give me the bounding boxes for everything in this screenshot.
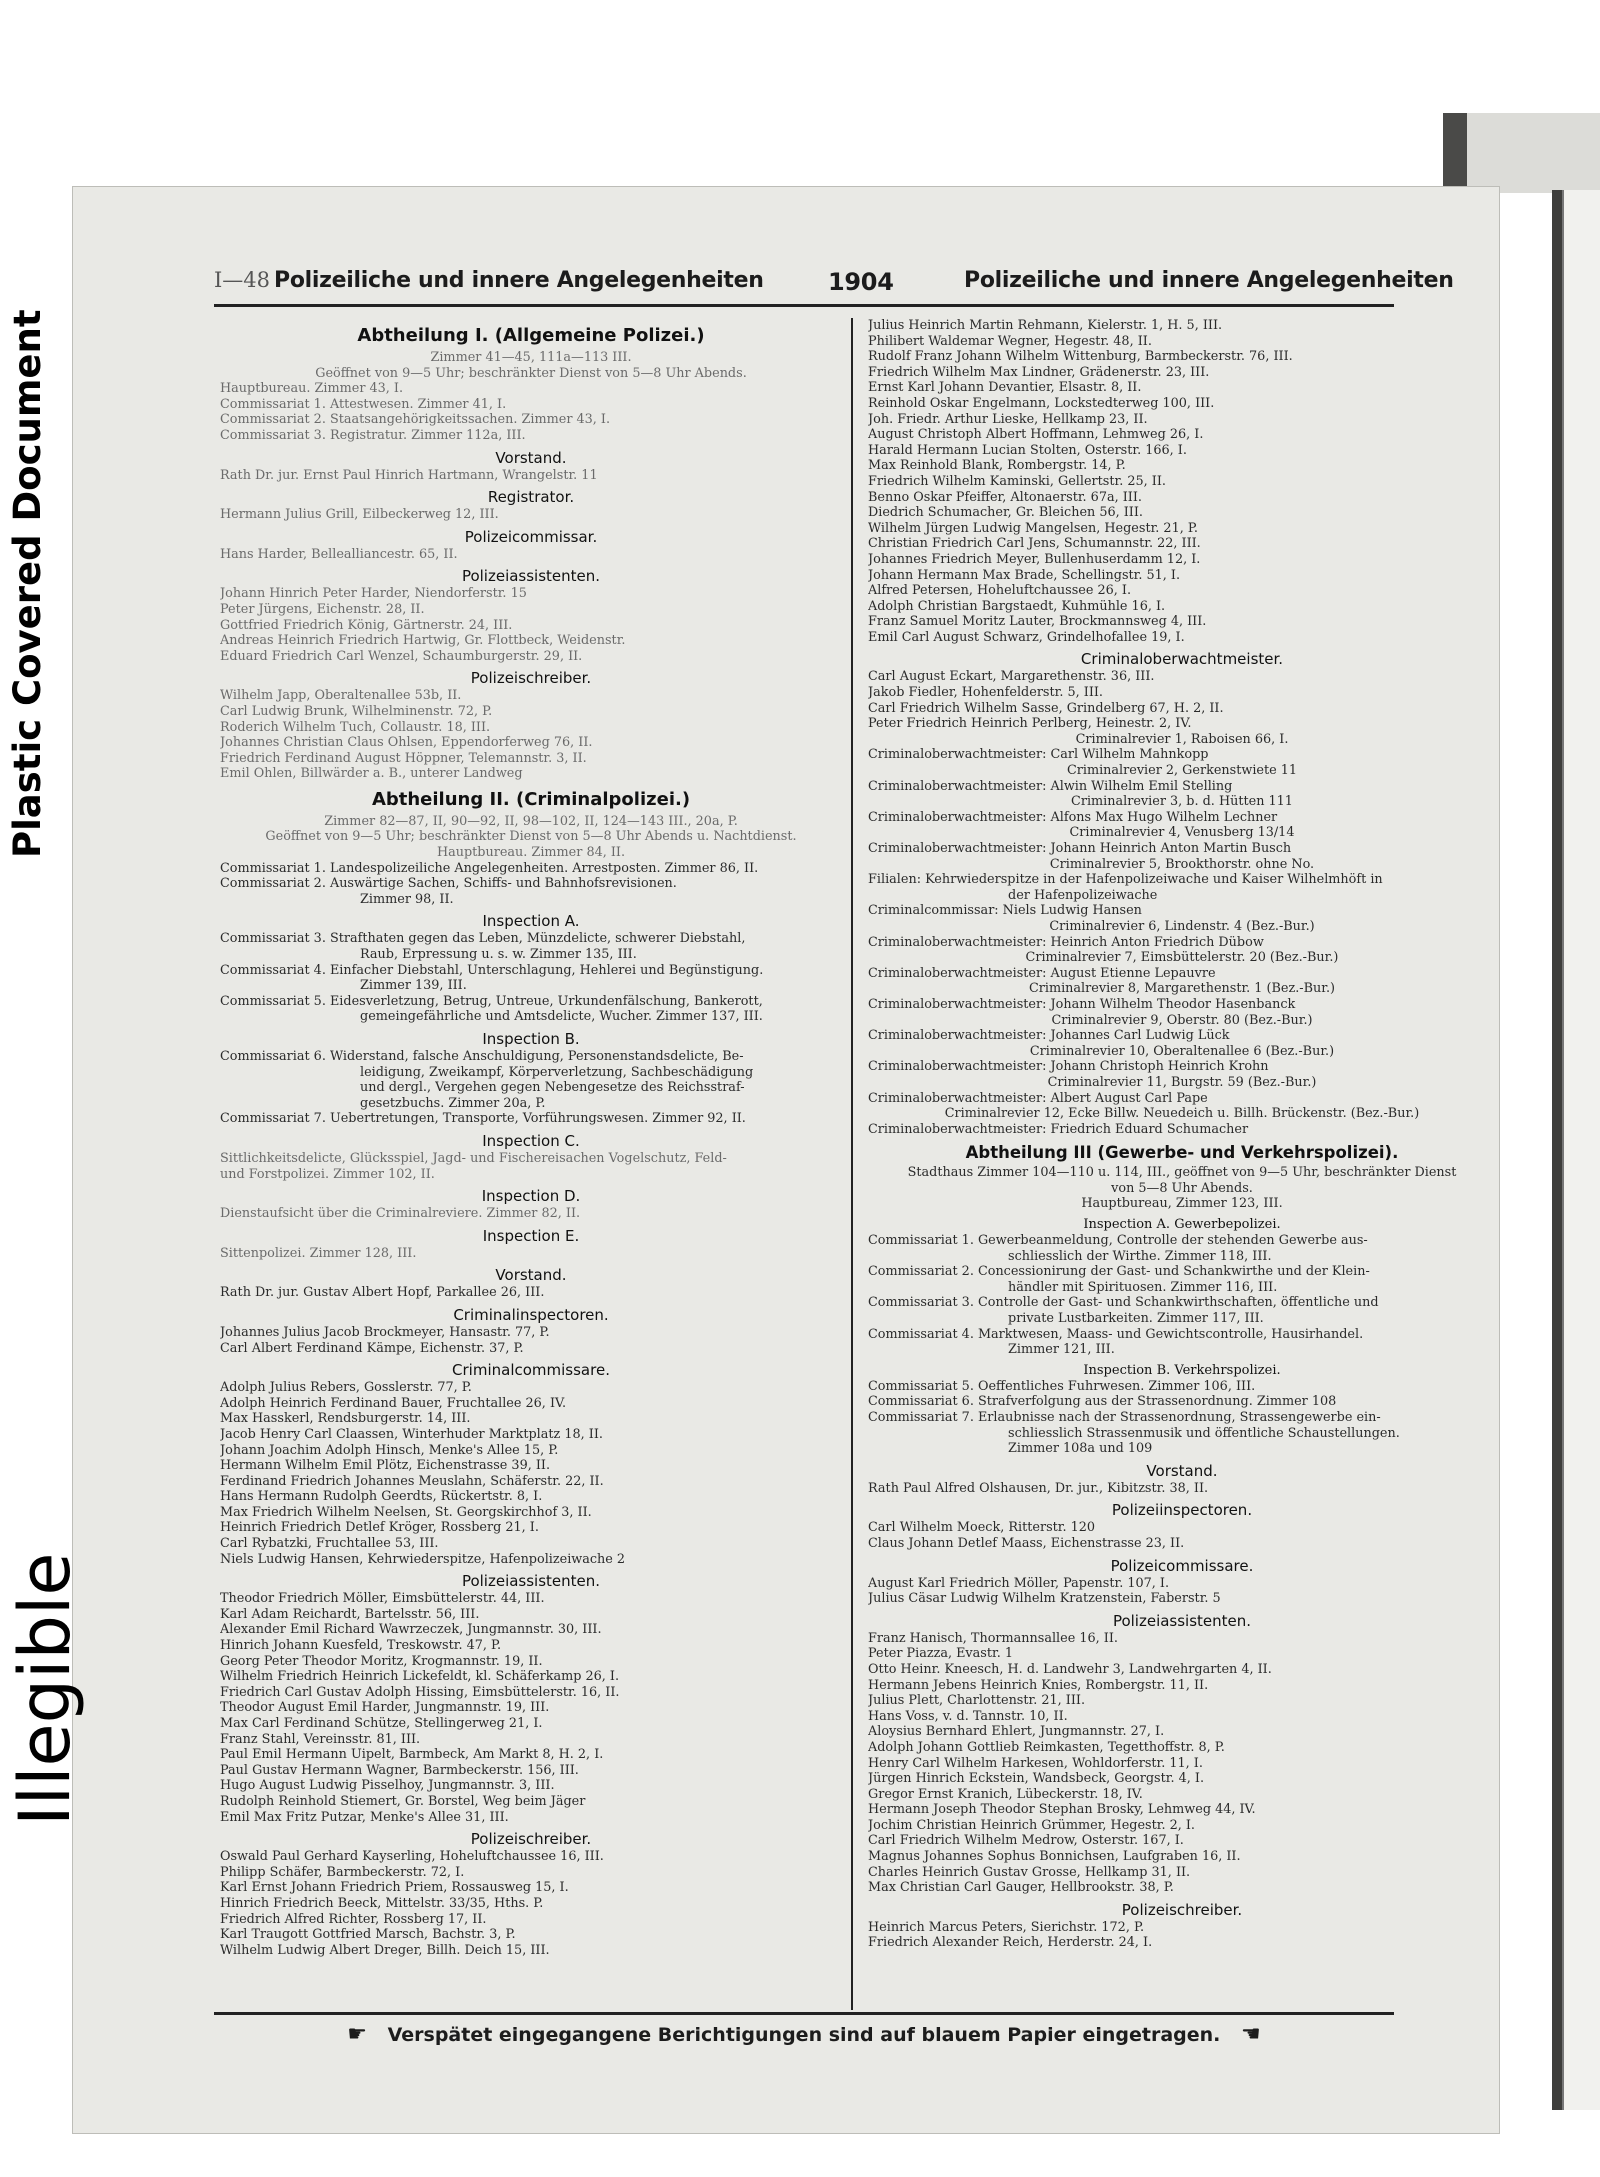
directory-entry: Alexander Emil Richard Wawrzeczek, Jungmannstr. 30, III. [220,1622,602,1638]
section-heading: Criminalcommissare. [452,1361,610,1380]
directory-entry: Carl Wilhelm Moeck, Ritterstr. 120 [868,1520,1096,1536]
directory-entry: Commissariat 1. Gewerbeanmeldung, Controlle der stehenden Gewerbe aus- [868,1233,1368,1249]
directory-entry: Magnus Johannes Sophus Bonnichsen, Laufgraben 16, II. [868,1849,1241,1865]
directory-entry: Johann Hinrich Peter Harder, Niendorferstr. 15 [220,586,527,602]
section-heading: Polizeiassistenten. [1112,1611,1252,1630]
section-heading: Polizeiassistenten. [461,1572,601,1591]
directory-entry: schliesslich Strassenmusik und öffentliche Schaustellungen. [1008,1425,1400,1441]
directory-entry: Julius Heinrich Martin Rehmann, Kielerstr. 1, H. 5, III. [868,318,1223,333]
directory-entry: Benno Oskar Pfeiffer, Altonaerstr. 67a, III. [868,489,1142,505]
directory-entry: Commissariat 2. Staatsangehörigkeitssachen. Zimmer 43, I. [220,412,611,428]
directory-entry: Adolph Christian Bargstaedt, Kuhmühle 16, I. [868,598,1166,614]
directory-entry: Commissariat 5. Eidesverletzung, Betrug, Untreue, Urkundenfälschung, Bankerott, [220,993,763,1009]
directory-entry: leidigung, Zweikampf, Körperverletzung, Sachbeschädigung [360,1064,754,1080]
directory-entry: Criminalcommissar: Niels Ludwig Hansen [868,903,1142,919]
right-column [868,318,1496,2010]
directory-entry: Friedrich Alexander Reich, Herderstr. 24, I. [868,1935,1153,1951]
directory-entry: Wilhelm Ludwig Albert Dreger, Billh. Deich 15, III. [220,1942,550,1958]
directory-entry: Hugo August Ludwig Pisselhoy, Jungmannstr. 3, III. [220,1778,555,1794]
section-heading: Inspection D. [481,1187,581,1206]
next-page-edge [1562,190,1600,2110]
directory-entry: Hinrich Johann Kuesfeld, Treskowstr. 47, P. [220,1638,502,1654]
directory-entry: Hermann Wilhelm Emil Plötz, Eichenstrasse 39, II. [220,1458,551,1474]
directory-entry: Reinhold Oskar Engelmann, Lockstedterweg 100, III. [868,395,1215,411]
directory-entry: Jürgen Hinrich Eckstein, Wandsbeck, Georgstr. 4, I. [868,1771,1205,1787]
directory-entry: Criminalrevier 2, Gerkenstwiete 11 [1066,763,1298,779]
directory-entry: Commissariat 7. Erlaubnisse nach der Strassenordnung, Strassengewerbe ein- [868,1410,1381,1425]
directory-entry: Commissariat 7. Uebertretungen, Transporte, Vorführungswesen. Zimmer 92, II. [220,1111,746,1127]
directory-entry: Criminaloberwachtmeister: Johann Christoph Heinrich Krohn [868,1059,1269,1075]
directory-entry: Johannes Friedrich Meyer, Bullenhuserdamm 12, I. [868,551,1201,567]
directory-entry: Commissariat 3. Strafthaten gegen das Leben, Münzdelicte, schwerer Diebstahl, [220,931,746,947]
directory-entry: Commissariat 1. Landespolizeiliche Angelegenheiten. Arrestposten. Zimmer 86, II. [220,860,759,876]
directory-entry: Roderich Wilhelm Tuch, Collaustr. 18, III. [220,719,491,735]
left-column [220,318,842,2010]
directory-entry: Friedrich Wilhelm Kaminski, Gellertstr. 25, II. [868,473,1166,489]
directory-entry: Max Friedrich Wilhelm Neelsen, St. Georgskirchhof 3, II. [220,1504,592,1520]
directory-entry: Paul Gustav Hermann Wagner, Barmbeckerstr. 156, III. [220,1762,579,1778]
directory-entry: Geöffnet von 9—5 Uhr; beschränkter Dienst von 5—8 Uhr Abends u. Nachtdienst. [265,829,797,845]
directory-entry: Dienstaufsicht über die Criminalreviere. Zimmer 82, II. [220,1206,581,1222]
section-heading: Inspection C. [482,1131,580,1150]
directory-entry: private Lustbarkeiten. Zimmer 117, III. [1008,1311,1264,1327]
directory-entry: Criminaloberwachtmeister: Carl Wilhelm Mahnkopp [868,747,1209,763]
pointing-hand-right-icon: ☛ [347,2022,367,2047]
directory-entry: Commissariat 1. Attestwesen. Zimmer 41, I. [220,396,507,412]
directory-entry: Julius Plett, Charlottenstr. 21, III. [868,1693,1086,1709]
directory-entry: Criminaloberwachtmeister: Johannes Carl Ludwig Lück [868,1028,1230,1044]
plastic-covered-label: Plastic Covered Document [6,309,49,858]
section-heading: Inspection A. [482,912,580,931]
directory-entry: Carl Friedrich Wilhelm Sasse, Grindelberg 67, H. 2, II. [868,700,1224,716]
directory-entry: Jacob Henry Carl Claassen, Winterhuder Marktplatz 18, II. [220,1426,603,1442]
directory-entry: Sittenpolizei. Zimmer 128, III. [220,1245,417,1261]
directory-entry: Heinrich Friedrich Detlef Kröger, Rossberg 21, I. [220,1520,539,1536]
section-heading: Vorstand. [495,448,567,467]
section-heading: Vorstand. [495,1266,567,1285]
header-right-title: Polizeiliche und innere Angelegenheiten [964,268,1454,293]
section-heading: Polizeischreiber. [470,1830,592,1849]
directory-entry: Franz Stahl, Vereinsstr. 81, III. [220,1731,421,1747]
directory-entry: Max Carl Ferdinand Schütze, Stellingerweg 21, I. [220,1716,543,1731]
directory-entry: Criminaloberwachtmeister: August Etienne Lepauvre [868,965,1216,981]
directory-entry: Criminalrevier 5, Brookthorstr. ohne No. [1049,856,1315,872]
directory-entry: schliesslich der Wirthe. Zimmer 118, III. [1008,1248,1272,1264]
directory-entry: Max Hasskerl, Rendsburgerstr. 14, III. [220,1411,471,1427]
directory-entry: Criminalrevier 8, Margarethenstr. 1 (Bez.-Bur.) [1028,981,1336,997]
directory-entry: Eduard Friedrich Carl Wenzel, Schaumburgerstr. 29, II. [220,648,583,664]
directory-entry: Claus Johann Detlef Maass, Eichenstrasse 23, II. [868,1535,1185,1551]
footer-notice [214,2022,1394,2047]
directory-entry: Karl Traugott Gottfried Marsch, Bachstr. 3, P. [220,1927,516,1943]
directory-entry: Criminaloberwachtmeister: Alwin Wilhelm Emil Stelling [868,778,1233,794]
directory-entry: Carl Rybatzki, Fruchtallee 53, III. [220,1536,439,1552]
directory-entry: Hauptbureau, Zimmer 123, III. [1081,1196,1283,1212]
directory-entry: Commissariat 3. Controlle der Gast- und Schankwirthschaften, öffentliche und [868,1295,1379,1311]
section-heading: Inspection B. [482,1030,580,1048]
directory-entry: Julius Cäsar Ludwig Wilhelm Kratzenstein, Faberstr. 5 [868,1591,1221,1607]
directory-entry: Otto Heinr. Kneesch, H. d. Landwehr 3, Landwehrgarten 4, II. [868,1661,1272,1677]
directory-entry: Hauptbureau. Zimmer 43, I. [220,381,404,397]
directory-entry: Friedrich Wilhelm Max Lindner, Grädenerstr. 23, III. [868,364,1210,380]
directory-entry: Commissariat 5. Oeffentliches Fuhrwesen. Zimmer 106, III. [868,1378,1256,1394]
directory-entry: Rudolph Reinhold Stiemert, Gr. Borstel, Weg beim Jäger [220,1793,586,1809]
directory-entry: Theodor August Emil Harder, Jungmannstr. 19, III. [220,1700,550,1716]
directory-entry: Criminalrevier 3, b. d. Hütten 111 [1071,794,1293,810]
directory-entry: Ernst Karl Johann Devantier, Elsastr. 8, II. [868,380,1142,396]
directory-entry: Friedrich Carl Gustav Adolph Hissing, Eimsbüttelerstr. 16, II. [220,1684,620,1700]
section-heading: Inspection B. Verkehrspolizei. [1083,1362,1281,1378]
directory-entry: Emil Carl August Schwarz, Grindelhofallee 19, I. [868,629,1185,645]
directory-entry: Christian Friedrich Carl Jens, Schumannstr. 22, III. [868,536,1201,552]
directory-entry: Georg Peter Theodor Moritz, Krogmannstr. 19, II. [220,1653,543,1669]
directory-entry: der Hafenpolizeiwache [1008,887,1158,903]
directory-entry: Hermann Joseph Theodor Stephan Brosky, Lehmweg 44, IV. [868,1802,1256,1818]
directory-entry: Gregor Ernst Kranich, Lübeckerstr. 18, IV. [868,1786,1143,1802]
directory-entry: Aloysius Bernhard Ehlert, Jungmannstr. 27, I. [868,1724,1165,1740]
directory-entry: Commissariat 2. Concessionirung der Gast- und Schankwirthe und der Klein- [868,1264,1370,1280]
directory-entry: Diedrich Schumacher, Gr. Bleichen 56, III. [868,505,1143,521]
directory-entry: Commissariat 2. Auswärtige Sachen, Schiffs- und Bahnhofsrevisionen. [220,876,677,892]
directory-entry: Peter Friedrich Heinrich Perlberg, Heinestr. 2, IV. [868,716,1192,732]
header-year: 1904 [828,268,894,296]
directory-entry: Peter Piazza, Evastr. 1 [868,1646,1013,1662]
column-divider [851,318,853,2010]
section-heading: Criminaloberwachtmeister. [1080,650,1284,669]
directory-entry: Karl Adam Reichardt, Bartelsstr. 56, III. [220,1606,480,1622]
directory-entry: Zimmer 108a und 109 [1008,1441,1153,1457]
directory-entry: Emil Ohlen, Billwärder a. B., unterer Landweg [220,766,523,782]
section-heading: Polizeicommissar. [464,527,598,546]
directory-entry: Paul Emil Hermann Uipelt, Barmbeck, Am Markt 8, H. 2, I. [220,1747,604,1763]
directory-entry: Gottfried Friedrich König, Gärtnerstr. 24, III. [220,617,513,633]
directory-entry: Emil Max Fritz Putzar, Menke's Allee 31, III. [220,1809,509,1825]
directory-entry: Jakob Fiedler, Hohenfelderstr. 5, III. [868,685,1103,701]
directory-entry: Adolph Johann Gottlieb Reimkasten, Tegetthoffstr. 8, P. [868,1739,1225,1755]
directory-entry: Criminalrevier 11, Burgstr. 59 (Bez.-Bur.) [1047,1074,1317,1090]
directory-entry: Commissariat 3. Registratur. Zimmer 112a, III. [220,427,526,443]
directory-entry: Criminaloberwachtmeister: Albert August Carl Pape [868,1090,1208,1106]
directory-entry: von 5—8 Uhr Abends. [1111,1180,1253,1196]
directory-entry: Commissariat 4. Einfacher Diebstahl, Unterschlagung, Hehlerei und Begünstigung. [220,962,764,978]
directory-entry: Criminaloberwachtmeister: Heinrich Anton Friedrich Dübow [868,934,1264,950]
directory-entry: Philibert Waldemar Wegner, Hegestr. 48, II. [868,333,1152,349]
section-heading: Vorstand. [1146,1461,1218,1480]
directory-entry: Criminalrevier 4, Venusberg 13/14 [1069,825,1295,841]
section-heading: Polizeischreiber. [470,669,592,688]
directory-entry: Charles Heinrich Gustav Grosse, Hellkamp 31, II. [868,1864,1191,1880]
directory-entry: Max Christian Carl Gauger, Hellbrookstr. 38, P. [868,1880,1174,1896]
directory-entry: Criminalrevier 7, Eimsbüttelerstr. 20 (Bez.-Bur.) [1025,950,1339,966]
directory-entry: August Christoph Albert Hoffmann, Lehmweg 26, I. [868,427,1204,443]
directory-entry: Carl Albert Ferdinand Kämpe, Eichenstr. 37, P. [220,1340,524,1356]
directory-entry: Zimmer 82—87, II, 90—92, II, 98—102, II, 124—143 III., 20a, P. [324,813,738,829]
section-heading: Criminalinspectoren. [453,1305,609,1324]
directory-entry: Johann Hermann Max Brade, Schellingstr. 51, I. [868,567,1181,583]
directory-entry: Friedrich Ferdinand August Höppner, Telemannstr. 3, II. [220,750,587,766]
directory-entry: Johannes Julius Jacob Brockmeyer, Hansastr. 77, P. [220,1324,550,1340]
directory-entry: Wilhelm Friedrich Heinrich Lickefeldt, kl. Schäferkamp 26, I. [220,1669,620,1685]
directory-entry: händler mit Spirituosen. Zimmer 116, III. [1008,1279,1278,1295]
directory-entry: Harald Hermann Lucian Stolten, Osterstr. 166, I. [868,442,1187,458]
directory-entry: Zimmer 41—45, 111a—113 III. [430,350,632,365]
directory-entry: und Forstpolizei. Zimmer 102, II. [220,1166,435,1182]
directory-entry: Criminaloberwachtmeister: Johann Heinrich Anton Martin Busch [868,841,1292,856]
directory-entry: Philipp Schäfer, Barmbeckerstr. 72, I. [220,1864,465,1880]
directory-entry: Henry Carl Wilhelm Harkesen, Wohldorferstr. 11, I. [868,1755,1203,1771]
page-header [214,268,1454,302]
department-heading: Abtheilung II. (Criminalpolizei.) [371,788,691,810]
directory-entry: Franz Hanisch, Thormannsallee 16, II. [868,1630,1118,1646]
directory-entry: Max Reinhold Blank, Rombergstr. 14, P. [868,458,1126,474]
directory-entry: gemeingefährliche und Amtsdelicte, Wucher. Zimmer 137, III. [360,1009,763,1025]
department-heading: Abtheilung I. (Allgemeine Polizei.) [357,325,705,346]
header-left-title: Polizeiliche und innere Angelegenheiten [274,268,764,293]
directory-entry: Criminalrevier 12, Ecke Billw. Neuedeich u. Billh. Brückenstr. (Bez.-Bur.) [944,1106,1420,1122]
directory-entry: Niels Ludwig Hansen, Kehrwiederspitze, Hafenpolizeiwache 2 [220,1551,626,1567]
directory-entry: Oswald Paul Gerhard Kayserling, Hoheluftchaussee 16, III. [220,1849,604,1865]
directory-entry: Zimmer 98, II. [360,891,454,907]
directory-entry: Hans Harder, Bellealliancestr. 65, II. [220,546,458,562]
directory-entry: Hermann Jebens Heinrich Knies, Rombergstr. 11, II. [868,1677,1209,1693]
directory-entry: Stadthaus Zimmer 104—110 u. 114, III., geöffnet von 9—5 Uhr, beschränkter Dienst [907,1165,1457,1181]
directory-entry: gesetzbuchs. Zimmer 20a, P. [360,1095,546,1111]
footer-text: Verspätet eingegangene Berichtigungen sind auf blauem Papier eingetragen. [387,2024,1221,2046]
directory-entry: Rath Dr. jur. Ernst Paul Hinrich Hartmann, Wrangelstr. 11 [220,467,598,483]
section-heading: Inspection A. Gewerbepolizei. [1083,1217,1281,1233]
directory-entry: Commissariat 4. Marktwesen, Maass- und Gewichtscontrolle, Hausirhandel. [868,1326,1364,1342]
directory-entry: Criminaloberwachtmeister: Johann Wilhelm Theodor Hasenbanck [868,996,1296,1012]
header-rule [214,304,1394,307]
pointing-hand-left-icon: ☚ [1241,2022,1261,2047]
directory-entry: Franz Samuel Moritz Lauter, Brockmannsweg 4, III. [868,614,1207,630]
directory-entry: Karl Ernst Johann Friedrich Priem, Rossausweg 15, I. [220,1880,569,1896]
directory-entry: Wilhelm Japp, Oberaltenallee 53b, II. [220,688,462,704]
footer-rule [214,2012,1394,2015]
directory-entry: Johannes Christian Claus Ohlsen, Eppendorferweg 76, II. [220,735,593,751]
section-heading: Polizeischreiber. [1121,1900,1243,1919]
directory-entry: Hauptbureau. Zimmer 84, II. [436,845,626,861]
directory-entry: Criminalrevier 10, Oberaltenallee 6 (Bez.-Bur.) [1029,1043,1335,1059]
directory-entry: Hans Voss, v. d. Tannstr. 10, II. [868,1708,1068,1724]
section-heading: Polizeiassistenten. [461,567,601,586]
section-heading: Inspection E. [482,1226,580,1245]
section-heading: Polizeicommissare. [1110,1556,1254,1575]
directory-entry: Geöffnet von 9—5 Uhr; beschränkter Dienst von 5—8 Uhr Abends. [315,365,747,381]
directory-entry: Jochim Christian Heinrich Grümmer, Hegestr. 2, I. [868,1817,1196,1833]
directory-entry: Carl Friedrich Wilhelm Medrow, Osterstr. 167, I. [868,1833,1184,1849]
section-heading: Registrator. [487,488,575,507]
department-heading: Abtheilung III (Gewerbe- und Verkehrspolizei). [965,1143,1399,1163]
directory-entry: Carl Ludwig Brunk, Wilhelminenstr. 72, P. [220,703,493,719]
page-edge-light [1467,113,1600,193]
directory-entry: Criminaloberwachtmeister: Friedrich Eduard Schumacher [868,1121,1249,1137]
directory-entry: Andreas Heinrich Friedrich Hartwig, Gr. Flottbeck, Weidenstr. [220,633,626,649]
directory-entry: Joh. Friedr. Arthur Lieske, Hellkamp 23, II. [868,411,1148,427]
directory-entry: Criminaloberwachtmeister: Alfons Max Hugo Wilhelm Lechner [868,809,1278,825]
directory-entry: Commissariat 6. Strafverfolgung aus der Strassenordnung. Zimmer 108 [868,1394,1337,1410]
directory-entry: Theodor Friedrich Möller, Eimsbüttelerstr. 44, III. [220,1591,545,1607]
directory-entry: Filialen: Kehrwiederspitze in der Hafenpolizeiwache und Kaiser Wilhelmhöft in [868,872,1383,888]
directory-entry: Adolph Julius Rebers, Gosslerstr. 77, P. [220,1380,472,1396]
directory-entry: Heinrich Marcus Peters, Sierichstr. 172, P. [868,1919,1145,1935]
illegible-label: Illegible [4,1552,86,1826]
directory-entry: Commissariat 6. Widerstand, falsche Anschuldigung, Personenstandsdelicte, Be- [220,1049,744,1064]
directory-entry: August Karl Friedrich Möller, Papenstr. 107, I. [868,1575,1170,1591]
directory-entry: Raub, Erpressung u. s. w. Zimmer 135, III. [360,947,637,963]
directory-entry: Hinrich Friedrich Beeck, Mittelstr. 33/35, Hths. P. [220,1895,544,1911]
directory-entry: Criminalrevier 6, Lindenstr. 4 (Bez.-Bur.) [1049,918,1315,934]
directory-entry: Alfred Petersen, Hoheluftchaussee 26, I. [868,583,1132,599]
directory-entry: Sittlichkeitsdelicte, Glücksspiel, Jagd- und Fischereisachen Vogelschutz, Feld- [220,1150,727,1166]
directory-entry: Hermann Julius Grill, Eilbeckerweg 12, III. [220,507,499,523]
directory-entry: Peter Jürgens, Eichenstr. 28, II. [220,601,425,617]
directory-entry: und dergl., Vergehen gegen Nebengesetze des Reichsstraf- [360,1080,745,1096]
directory-entry: Criminalrevier 1, Raboisen 66, I. [1075,731,1289,747]
page-number: I—48 [214,268,271,292]
directory-entry: Hans Hermann Rudolph Geerdts, Rückertstr. 8, I. [220,1489,543,1505]
directory-entry: Zimmer 139, III. [360,978,467,994]
directory-entry: Ferdinand Friedrich Johannes Meuslahn, Schäferstr. 22, II. [220,1473,604,1489]
directory-entry: Zimmer 121, III. [1008,1342,1115,1358]
directory-entry: Johann Joachim Adolph Hinsch, Menke's Allee 15, P. [220,1442,559,1458]
section-heading: Polizeiinspectoren. [1111,1501,1253,1520]
directory-entry: Rudolf Franz Johann Wilhelm Wittenburg, Barmbeckerstr. 76, III. [868,349,1293,365]
directory-entry: Adolph Heinrich Ferdinand Bauer, Fruchtallee 26, IV. [220,1395,567,1411]
directory-entry: Friedrich Alfred Richter, Rossberg 17, II. [220,1911,487,1927]
directory-entry: Rath Dr. jur. Gustav Albert Hopf, Parkallee 26, III. [220,1285,545,1301]
directory-entry: Criminalrevier 9, Oberstr. 80 (Bez.-Bur.) [1051,1012,1313,1028]
directory-entry: Rath Paul Alfred Olshausen, Dr. jur., Kibitzstr. 38, II. [868,1480,1209,1496]
directory-entry: Carl August Eckart, Margarethenstr. 36, III. [868,669,1155,685]
directory-entry: Wilhelm Jürgen Ludwig Mangelsen, Hegestr. 21, P. [868,520,1198,536]
